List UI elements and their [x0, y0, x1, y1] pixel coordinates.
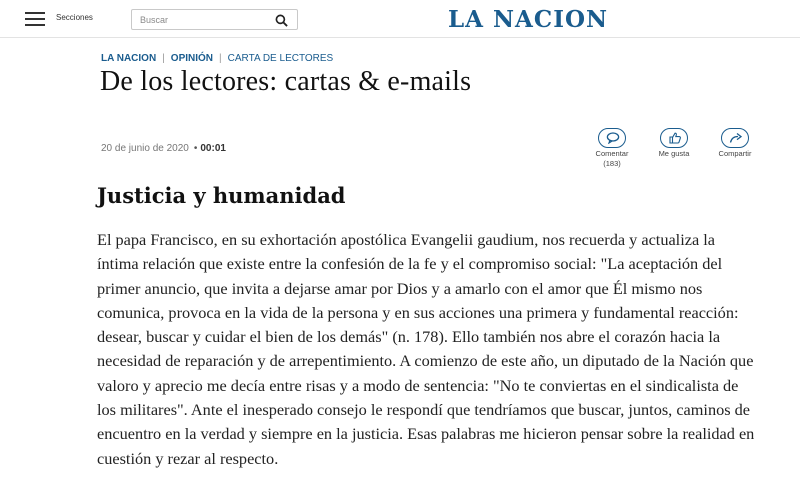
like-icon-frame: [660, 128, 688, 148]
search-input[interactable]: [140, 13, 270, 27]
hamburger-menu-icon[interactable]: [25, 12, 45, 26]
article-date: [101, 143, 226, 154]
breadcrumb-separator: |: [219, 53, 222, 64]
like-label: Me gusta: [658, 149, 690, 158]
article-body: El papa Francisco, en su exhortación apostólica Evangelii gaudium, nos recuerda y actualiza la íntima relación que existe entre la confesión de la fe y el compromiso social: "La aceptación del primer anuncio, que invita a dejarse amar por Dios y a amarlo con el amor que Él mismo nos comunica, provoca en la vida de la persona y en sus acciones una primera y fundamental reacción: desear, buscar y cuidar el bien de los demás" (n. 178). Ello también nos abre el corazón hacia la necesidad de reparación y de arrepentimiento. A comienzo de este año, un diputado de la Nación que valoro y aprecio me decía entre risas y a modo de sentencia: "No te conviertas en el sindicalista de los militares". Ante el inesperado consejo le respondí que tendríamos que buscar, juntos, caminos de encuentro en la verdad y siempre en la justicia. Esas palabras me hicieron pensar sobre la realidad en cuestión y rezar al respecto.: [97, 230, 755, 468]
time-text: 00:01: [200, 143, 226, 154]
like-button[interactable]: [649, 128, 699, 158]
comment-bubble-icon: [606, 132, 620, 144]
share-label: Compartir: [718, 149, 752, 158]
share-button[interactable]: [710, 128, 760, 158]
breadcrumb-separator: |: [162, 53, 165, 64]
breadcrumb-subsection-link[interactable]: CARTA DE LECTORES: [227, 53, 334, 64]
date-separator: •: [193, 143, 198, 154]
search-icon[interactable]: [275, 14, 288, 27]
top-header: [0, 0, 800, 38]
date-text: 20 de junio de 2020: [101, 143, 189, 154]
page-title: De los lectores: cartas & e-mails: [100, 66, 472, 97]
sections-label[interactable]: Secciones: [56, 13, 93, 22]
search-box: [131, 9, 298, 30]
article-subheading: Justicia y humanidad: [97, 183, 346, 208]
share-icon-frame: [721, 128, 749, 148]
comment-icon-frame: [598, 128, 626, 148]
breadcrumb-section-link[interactable]: OPINIÓN: [170, 53, 214, 64]
thumbs-up-icon: [668, 132, 682, 144]
comment-count: (183): [603, 159, 621, 168]
site-logo[interactable]: LA NACION: [448, 6, 609, 33]
share-arrow-icon: [729, 132, 743, 144]
comment-button[interactable]: [587, 128, 637, 168]
breadcrumb-home-link[interactable]: LA NACION: [101, 53, 157, 64]
comment-label: Comentar: [595, 149, 629, 158]
breadcrumb: [101, 53, 333, 64]
